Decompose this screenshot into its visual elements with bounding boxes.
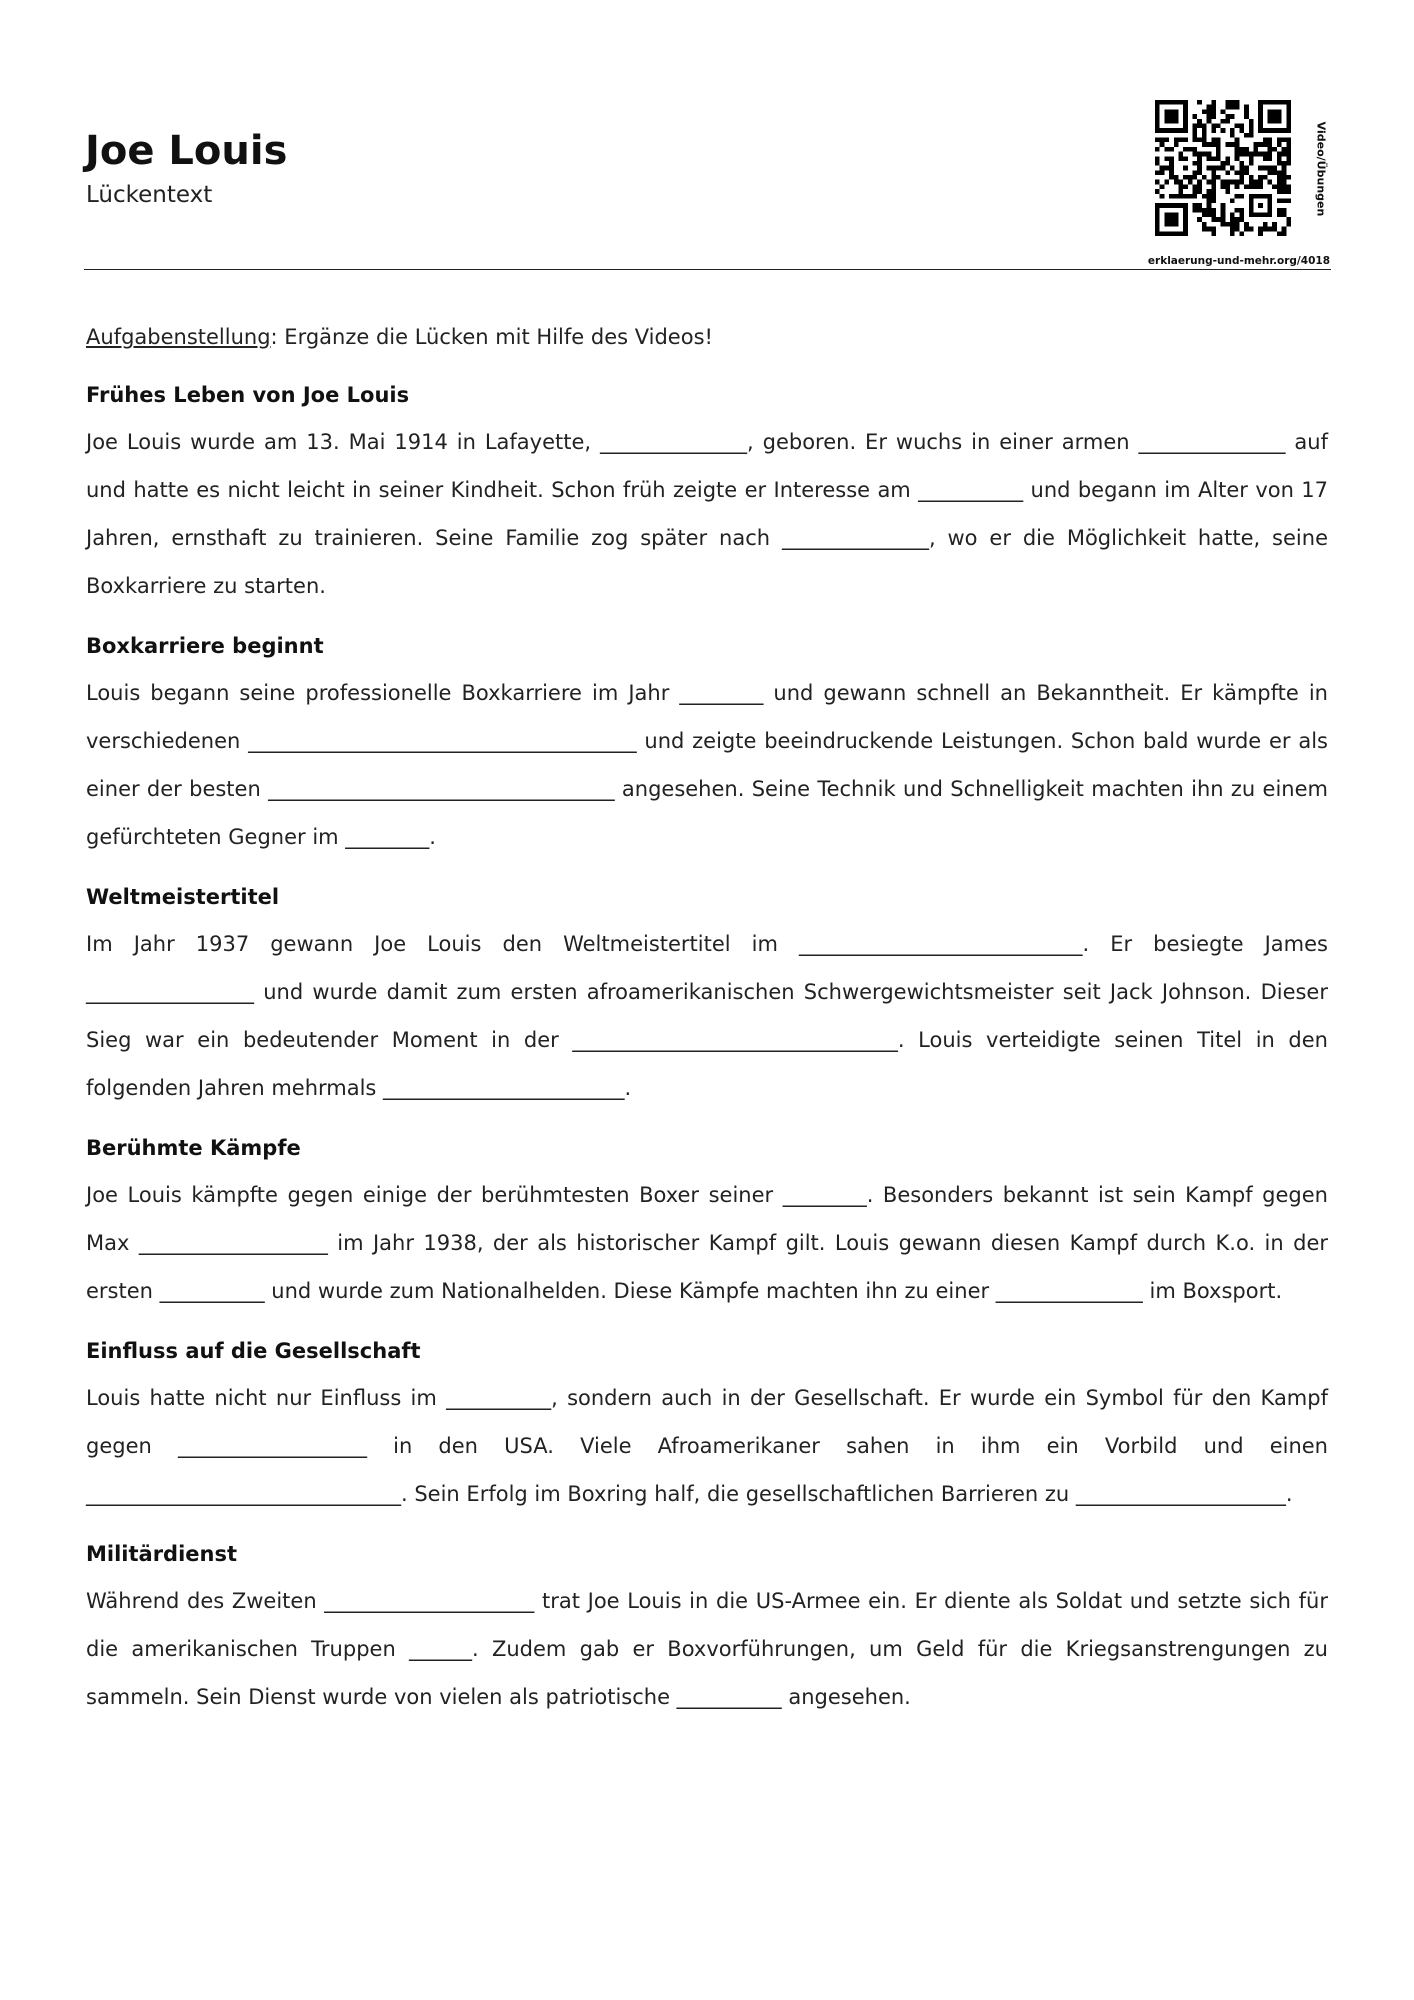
- header-divider: [84, 269, 1331, 270]
- page-title: Joe Louis: [85, 128, 288, 174]
- instruction: [86, 325, 713, 349]
- gap-text-content: [86, 372, 1328, 1734]
- section: [86, 623, 1328, 861]
- section-text: Im Jahr 1937 gewann Joe Louis den Weltmeistertitel im ___________________________. Er besiegte James ________________ und wurde damit zum ersten afroamerikanischen Schwergewichtsmeister seit Jack Johnson. Dieser Sieg war ein bedeutender Moment in der _______________________________. Louis verteidigte seinen Titel in den folgenden Jahren mehrmals _______________________.: [86, 932, 1328, 1100]
- instruction-label: Aufgabenstellung: [86, 325, 271, 349]
- section-heading: Berühmte Kämpfe: [86, 1136, 301, 1160]
- section-heading: Weltmeistertitel: [86, 885, 280, 909]
- section: [86, 372, 1328, 610]
- section-heading: Einfluss auf die Gesellschaft: [86, 1339, 421, 1363]
- qr-side-text: Video/Übungen: [1314, 121, 1328, 217]
- section-text: Joe Louis kämpfte gegen einige der berühmtesten Boxer seiner ________. Besonders bekannt ist sein Kampf gegen Max __________________ im Jahr 1938, der als historischer Kampf gilt. Louis gewann diesen Kampf durch K.o. in der ersten __________ und wurde zum Nationalhelden. Diese Kämpfe machten ihn zu einer ______________ im Boxsport.: [86, 1183, 1328, 1303]
- section-heading: Frühes Leben von Joe Louis: [86, 383, 410, 407]
- instruction-text: : Ergänze die Lücken mit Hilfe des Videos!: [270, 325, 713, 349]
- section-text: Louis hatte nicht nur Einfluss im __________, sondern auch in der Gesellschaft. Er wurde ein Symbol für den Kampf gegen __________________ in den USA. Viele Afroamerikaner sahen in ihm ein Vorbild und einen ______________________________. Sein Erfolg im Boxring half, die gesellschaftlichen Barrieren zu ____________________.: [86, 1386, 1328, 1506]
- qr-code-icon[interactable]: [1155, 100, 1291, 236]
- section-heading: Boxkarriere beginnt: [86, 634, 324, 658]
- section: [86, 1328, 1328, 1518]
- qr-link[interactable]: erklaerung-und-mehr.org/4018: [1147, 255, 1330, 267]
- section-text: Joe Louis wurde am 13. Mai 1914 in Lafayette, ______________, geboren. Er wuchs in einer armen ______________ auf und hatte es nicht leicht in seiner Kindheit. Schon früh zeigte er Interesse am __________ und begann im Alter von 17 Jahren, ernsthaft zu trainieren. Seine Familie zog später nach ______________, wo er die Möglichkeit hatte, seine Boxkarriere zu starten.: [86, 430, 1328, 598]
- section-text: Während des Zweiten ____________________ trat Joe Louis in die US-Armee ein. Er diente als Soldat und setzte sich für die amerikanischen Truppen ______. Zudem gab er Boxvorführungen, um Geld für die Kriegsanstrengungen zu sammeln. Sein Dienst wurde von vielen als patriotische __________ angesehen.: [86, 1589, 1328, 1709]
- page-subtitle: Lückentext: [86, 182, 213, 208]
- section: [86, 1125, 1328, 1315]
- section-heading: Militärdienst: [86, 1542, 238, 1566]
- section: [86, 874, 1328, 1112]
- section-text: Louis begann seine professionelle Boxkarriere im Jahr ________ und gewann schnell an Bekanntheit. Er kämpfte in verschiedenen _____________________________________ und zeigte beeindruckende Leistungen. Schon bald wurde er als einer der besten _________________________________ angesehen. Seine Technik und Schnelligkeit machten ihn zu einem gefürchteten Gegner im ________.: [86, 681, 1328, 849]
- section: [86, 1531, 1328, 1721]
- qr-side-label: [1310, 114, 1332, 224]
